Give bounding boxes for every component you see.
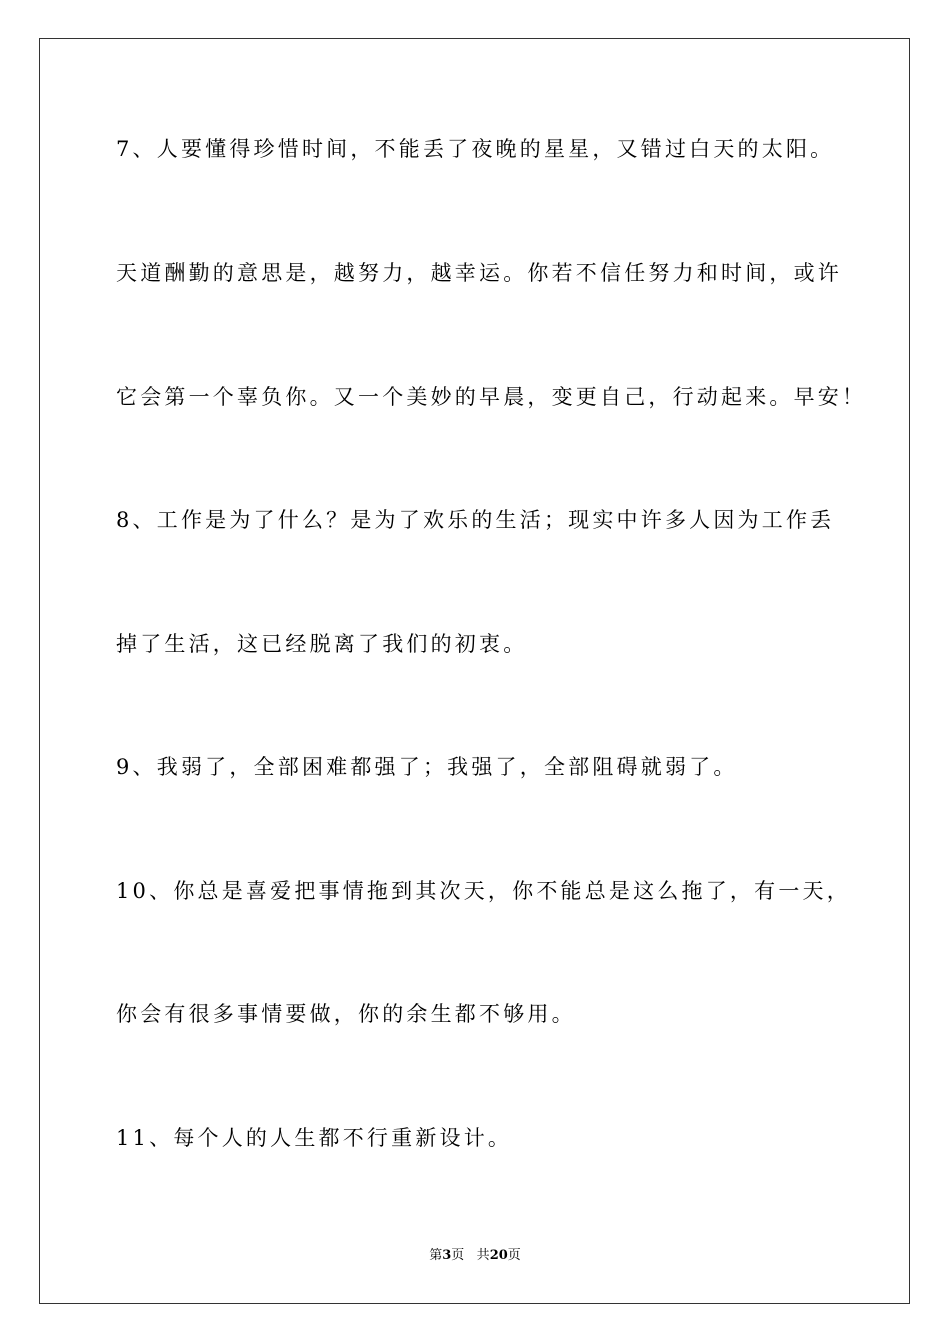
text-line-8: 你会有很多事情要做，你的余生都不够用。 (116, 1002, 576, 1026)
text-line-1: 7、人要懂得珍惜时间，不能丢了夜晚的星星，又错过白天的太阳。 (116, 137, 835, 161)
text-line-7: 10、你总是喜爱把事情拖到其次天，你不能总是这么拖了，有一天， (116, 879, 851, 903)
footer-prefix: 第 (429, 1248, 443, 1263)
footer-page-number: 3 (442, 1248, 452, 1263)
footer-total-pages: 20 (489, 1248, 508, 1263)
page-footer (0, 1247, 950, 1265)
text-line-6: 9、我弱了，全部困难都强了；我强了，全部阻碍就弱了。 (116, 755, 738, 779)
text-line-9: 11、每个人的人生都不行重新设计。 (116, 1126, 513, 1150)
text-line-5: 掉了生活，这已经脱离了我们的初衷。 (116, 632, 528, 656)
text-line-2: 天道酬勤的意思是，越努力，越幸运。你若不信任努力和时间，或许 (116, 261, 842, 285)
text-line-4: 8、工作是为了什么？是为了欢乐的生活；现实中许多人因为工作丢 (116, 508, 835, 532)
text-line-3: 它会第一个辜负你。又一个美妙的早晨，变更自己，行动起来。早安！ (116, 385, 867, 409)
footer-total-prefix: 共 (476, 1248, 490, 1263)
footer-total-suffix: 页 (507, 1248, 521, 1263)
page-border (39, 38, 910, 1304)
footer-page-suffix: 页 (451, 1248, 465, 1263)
